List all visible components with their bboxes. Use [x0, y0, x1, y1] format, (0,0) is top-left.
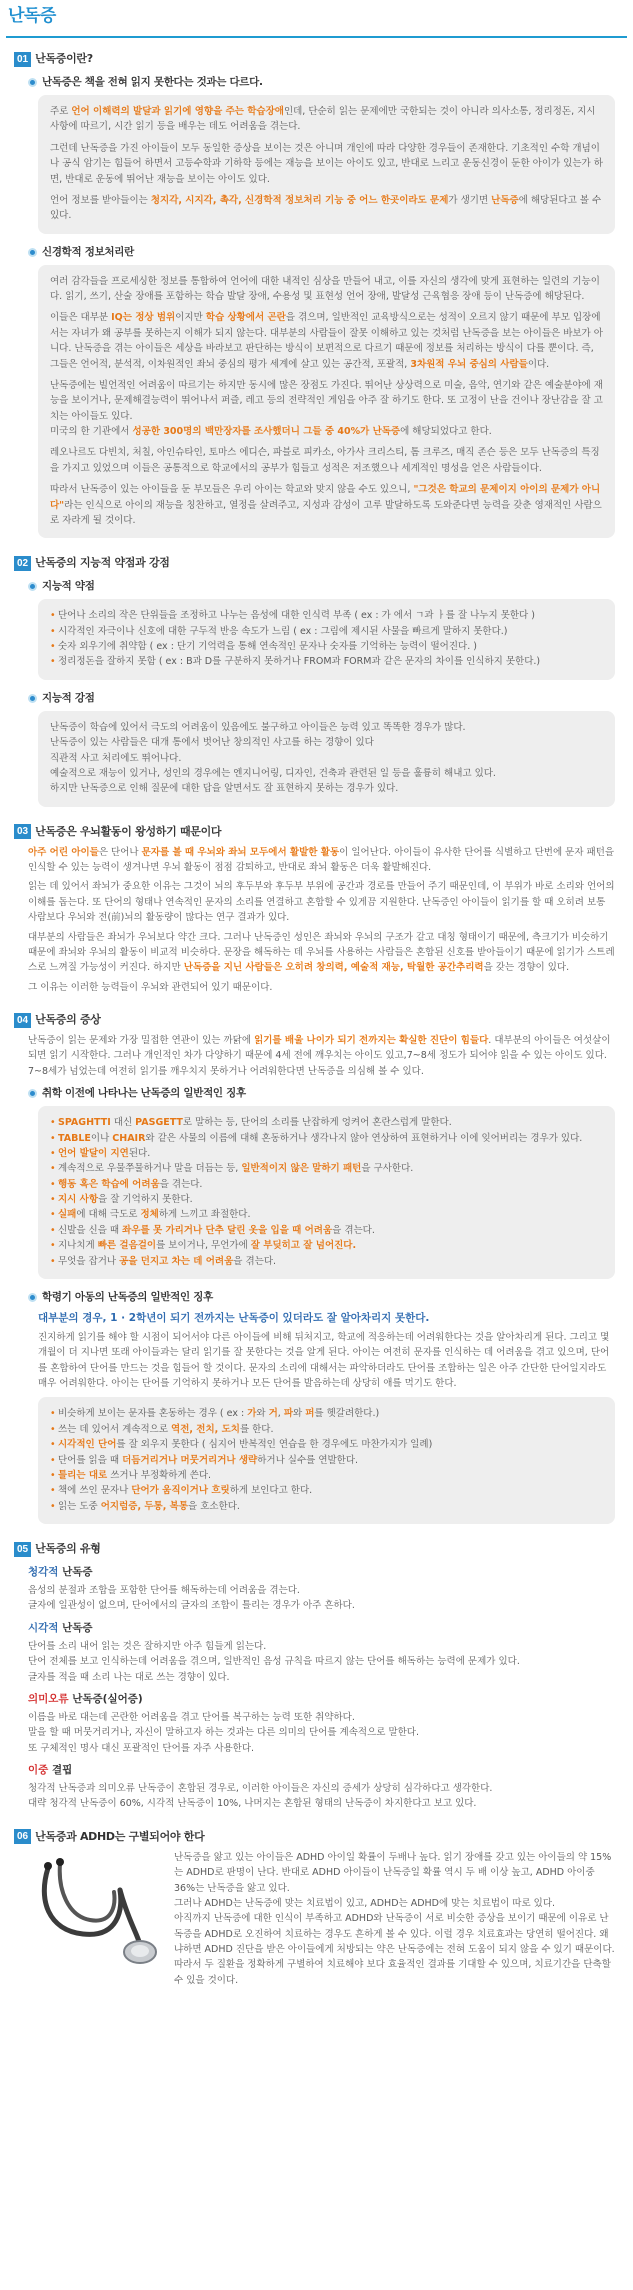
type-heading: 이중 결핍 — [28, 1764, 73, 1776]
paragraph: 읽는 데 있어서 좌뇌가 중요한 이유는 그것이 뇌의 후두부와 후두부 부위에 공간과 경로를 만들어 주기 때문인데, 이 부위가 바로 소리와 언어의 이해를 돕는다. 또 단어의 형태나 연속적인 문자의 소리를 연결하고 혼합할 수 있게끔 지원한다. 난독증인 아이들이 읽기를 할 때 오히려 보통 사람보다 우뇌와 전(前)뇌의 활동량이 많다는 연구 결과가 있다. — [28, 881, 615, 924]
list-item: • 시각적인 단어를 잘 외우지 못한다 ( 심지어 반복적인 연습을 한 경우에도 마찬가지가 일례) — [50, 1437, 603, 1452]
section-04 — [6, 1011, 627, 1524]
list-item: • 비슷하게 보이는 문자를 혼동하는 경우 ( ex : 가와 거, 파와 퍼를 헷갈려한다.) — [50, 1406, 603, 1421]
list-item: • 시각적인 자극이나 신호에 대한 구두적 반응 속도가 느림 ( ex : 그림에 제시된 사물을 빠르게 말하지 못한다.) — [50, 624, 603, 639]
subsection-title: 지능적 강점 — [42, 691, 95, 704]
paragraph: 그 이유는 이러한 능력들이 우뇌와 관련되어 있기 때문이다. — [28, 981, 273, 993]
paragraph: 주로 언어 이해력의 발달과 읽기에 영향을 주는 학습장애인데, 단순히 읽는 문제에만 국한되는 것이 아니라 의사소통, 정리정돈, 지시사항에 따르기, 시간 읽기 등을 배우는 데도 어려움을 겪는다. — [50, 106, 596, 133]
school-signs-body — [6, 1310, 627, 1392]
section-05-header — [14, 1540, 627, 1558]
type-heading: 시각적 난독증 — [28, 1621, 93, 1634]
school-signs-box — [38, 1397, 615, 1524]
list-item: • 틀리는 대로 쓰거나 부정확하게 쓴다. — [50, 1468, 603, 1483]
section-06 — [6, 1828, 627, 1988]
section-title: 난독증의 증상 — [35, 1013, 101, 1027]
section-number-badge: 05 — [14, 1542, 31, 1557]
list-item: 난독증이 학습에 있어서 극도의 어려움이 있음에도 불구하고 아이들은 능력 있고 똑똑한 경우가 많다. — [50, 721, 466, 733]
list-item: • 읽는 도중 어지럼증, 두통, 복통을 호소한다. — [50, 1499, 603, 1514]
section-03 — [6, 823, 627, 995]
type-heading: 의미오류 난독증(실어증) — [28, 1692, 143, 1705]
section-03-body — [6, 845, 627, 995]
subsection-title: 취학 이전에 나타나는 난독증의 일반적인 징후 — [42, 1087, 246, 1100]
list-item: • 실패에 대해 극도로 정체하게 느끼고 좌절한다. — [50, 1207, 603, 1222]
list-item: • 무엇을 잡거나 공을 던지고 차는 데 어려움을 겪는다. — [50, 1254, 603, 1269]
section-06-header — [14, 1828, 627, 1846]
section-title: 난독증의 지능적 약점과 강점 — [35, 556, 170, 570]
subsection-header — [28, 1289, 627, 1306]
page-header — [6, 0, 627, 38]
subsection-header — [28, 690, 627, 707]
type-description: 청각적 난독증과 의미오류 난독증이 혼합된 경우로, 이러한 아이들은 자신의 증세가 상당히 심각하다고 생각한다. 대략 청각적 난독증이 60%, 시각적 난독증이 10%, 나머지는 혼합된 형태의 난독증이 차지한다고 보고 있다. — [28, 1783, 493, 1810]
neuro-info-box — [38, 265, 615, 539]
preschool-signs-box — [38, 1106, 615, 1279]
list-item: • 단어나 소리의 작은 단위들을 조정하고 나누는 음성에 대한 인식력 부족 ( ex : 가 에서 ㄱ과 ㅏ를 잘 나누지 못한다 ) — [50, 608, 603, 623]
adhd-body — [6, 1850, 627, 1988]
paragraph: 아주 어린 아이들은 단어나 문자를 볼 때 우뇌와 좌뇌 모두에서 활발한 활동이 일어난다. 아이들이 유사한 단어를 식별하고 단번에 문자 패턴을 인식할 수 있는 능력이 생겨나면 우뇌 활동이 점점 감퇴하고, 반대로 좌뇌 활동은 더욱 활발해진다. — [28, 846, 615, 873]
paragraph: 그런데 난독증을 가진 아이들이 모두 동일한 증상을 보이는 것은 아니며 개인에 따라 다양한 경우들이 존재한다. 기초적인 수학 개념이나 공식 암기는 힘들어 하면서 고등수학과 기하학 등에는 재능을 보이는 아이도 있고, 반대로 느리고 운동신경이 둔한 아이가 있는가 하면, 반대로 운동에 뛰어난 재능을 보이는 아이도 있다. — [50, 142, 603, 185]
list-item: • 지나치게 빠른 걸음걸이를 보이거나, 무언가에 잘 부딪히고 잘 넘어진다. — [50, 1238, 603, 1253]
adhd-text: 난독증을 앓고 있는 아이들은 ADHD 아이일 확률이 두배나 높다. 읽기 장애를 갖고 있는 아이들의 약 15%는 ADHD로 판명이 난다. 반대로 ADHD 아이들이 난독증일 확률 역시 두 배 이상 높고, ADHD 아이중 36%는 난독증을 앓고 있다. 그러나 ADHD는 난독증에 맞는 치료법이 있고, ADHD는 ADHD에 맞는 치료법이 따로 있다. 아직까지 난독증에 대한 인식이 부족하고 ADHD와 난독증이 서로 비슷한 증상을 보이기 때문에 이유로 난독증을 ADHD로 오진하여 치료하는 경우도 흔하게 볼 수 있다. 이럴 경우 치료효과는 당연히 떨어진다. 왜냐하면 ADHD 진단을 받은 아이들에게 처방되는 약은 난독증에는 전혀 도움이 되지 않을 수 있기 때문이다. 따라서 두 질환을 정확하게 구별하여 치료해야 보다 효율적인 결과를 기대할 수 있으며, 치료기간을 단축할 수 있을 것이다. — [174, 1851, 615, 1986]
subsection-title: 지능적 약점 — [42, 580, 95, 593]
weakness-list — [50, 608, 603, 670]
list-item: • TABLE이나 CHAIR와 같은 사물의 이름에 대해 혼동하거나 생각나지 않아 연상하여 표현하거나 이에 잊어버리는 경우가 있다. — [50, 1131, 603, 1146]
section-title: 난독증과 ADHD는 구별되어야 한다 — [35, 1829, 205, 1843]
list-item: 예술적으로 재능이 있거나, 성인의 경우에는 엔지니어링, 디자인, 건축과 관련된 일 등을 훌륭히 해내고 있다. — [50, 767, 496, 779]
section-05 — [6, 1540, 627, 1812]
list-item: • 책에 쓰인 문자나 단어가 움직이거나 흐릿하게 보인다고 한다. — [50, 1483, 603, 1498]
paragraph: 난독증에는 빌언적인 어려움이 따르기는 하지만 동시에 많은 장점도 가진다. 뛰어난 상상력으로 미술, 음악, 연기와 같은 예술분야에 재능을 보이거나, 문제해결능력이 뛰어나서 퍼즐, 레고 등의 전략적인 게임을 아주 잘 하기도 한다. 또 고정이 난을 건이나 장난감을 잘 고치는 아이들도 있다. 미국의 한 기관에서 성공한 300명의 백만장자를 조사했더니 그들 중 40%가 난독증에 해당되었다고 한다. — [50, 379, 603, 437]
bullet-circle-icon — [28, 1089, 37, 1098]
page-title: 난독증 — [8, 6, 56, 27]
section-03-header — [14, 823, 627, 841]
type-description: 이름을 바로 대는데 곤란한 어려움을 겪고 단어를 복구하는 능력 또한 취약하다. 말을 할 때 머뭇거리거나, 자신이 말하고자 하는 것과는 다른 의미의 단어를 계속적으로 말한다. 또 구체적인 명사 대신 포괄적인 단어를 자주 사용한다. — [28, 1711, 420, 1754]
section-01-header — [14, 50, 627, 68]
bullet-circle-icon — [28, 582, 37, 591]
list-item: • 행동 혹은 학습에 어려움을 겪는다. — [50, 1177, 603, 1192]
paragraph: 진지하게 읽기를 해야 할 시점이 되어서야 다른 아이들에 비해 뒤처지고, 학교에 적응하는데 어려워한다는 것을 알아차리게 된다. 그리고 몇 개월이 더 지나면 또래 아이들과는 달리 읽기를 잘 못한다는 것을 알게 된다. 아이는 여전히 문자를 인식하는 데 어려움을 겪고 있으며, 단어를 혼합하여 단어를 만드는 것을 힘들어 할 것이다. 문자의 소리에 대해서는 파악하더라도 단어를 조합하는 일은 아주 간단한 단어일지라도 매우 어려워한다. 아이는 단어를 기억하지 못하거나 모든 단어를 발음하는데 상당히 애를 먹기도 한다. — [38, 1331, 610, 1389]
type-description: 음성의 분절과 조합을 포함한 단어를 해독하는데 어려움을 겪는다. 글자에 일관성이 없으며, 단어에서의 글자의 조합이 틀리는 경우가 아주 흔하다. — [28, 1585, 355, 1612]
stethoscope-image — [28, 1850, 166, 1970]
section-02-header — [14, 554, 627, 572]
bullet-circle-icon — [28, 78, 37, 87]
paragraph: 여러 감각들을 프로세싱한 정보를 통합하여 언어에 대한 내적인 심상을 만들어 내고, 이를 자신의 생각에 맞게 표현하는 일련의 기능이다. 읽기, 쓰기, 산술 장애를 포함하는 학습 발달 장애, 수용성 및 표현성 언어 장애, 발달성 근육협응 장애 등이 난독증에 해당된다. — [50, 275, 600, 302]
paragraph: 대부분의 사람들은 좌뇌가 우뇌보다 약간 크다. 그러나 난독증인 성인은 좌뇌와 우뇌의 구조가 같고 대칭 형태이기 때문에, 측크기가 비슷하기 때문에 좌뇌와 우뇌의 활동이 비교적 비슷하다. 문장을 해독하는 데 우뇌를 사용하는 사람들은 혼합된 신호를 받아들이기 때문에 읽기가 스트레스로 느껴질 가능성이 커진다. 하지만 난독증을 지닌 사람들은 오히려 창의력, 예술적 재능, 탁월한 공간추리력을 갖는 경향이 있다. — [28, 931, 615, 974]
section-title: 난독증의 유형 — [35, 1542, 101, 1556]
list-item: • 숫자 외우기에 취약함 ( ex : 단기 기억력을 통해 연속적인 문자나 숫자를 기억하는 능력이 떨어진다. ) — [50, 639, 603, 654]
list-item: 난독증이 있는 사람들은 대개 통에서 벗어난 창의적인 사고를 하는 경향이 있다 — [50, 737, 374, 749]
section-04-intro — [6, 1033, 627, 1079]
type-description: 단어를 소리 내어 읽는 것은 잘하지만 아주 힘들게 읽는다. 단어 전체를 보고 인식하는데 어려움을 겪으며, 일반적인 음성 규칙을 따르지 않는 단어를 해독하는 능력에 문제가 있다. 글자를 적을 때 소리 나는 대로 쓰는 경향이 있다. — [28, 1640, 520, 1683]
paragraph: 언어 정보를 받아들이는 청지각, 시지각, 촉각, 신경학적 정보처리 기능 중 어느 한곳이라도 문제가 생기면 난독증에 해당된다고 볼 수 있다. — [50, 194, 602, 222]
bullet-circle-icon — [28, 1293, 37, 1302]
section-04-header — [14, 1011, 627, 1029]
list-item: 하지만 난독증으로 인해 질문에 대한 답을 알면서도 잘 표현하지 못하는 경우가 있다. — [50, 783, 399, 795]
subsection-title: 난독증은 책을 전혀 읽지 못한다는 것과는 다르다. — [42, 76, 263, 88]
section-title: 난독증은 우뇌활동이 왕성하기 때문이다 — [35, 824, 222, 838]
preschool-signs-list — [50, 1115, 603, 1269]
paragraph: 레오나르도 다빈치, 처칠, 아인슈타인, 토마스 에디슨, 파블로 피카소, 아가사 크리스티, 톰 크루즈, 매직 존슨 등은 모두 난독증의 특징을 가지고 있었으며 이들은 공통적으로 학교에서의 공부가 힘들고 성적은 저조했으나 세계적인 명성을 얻은 사람들이다. — [50, 447, 600, 474]
paragraph: 이들은 대부분 IQ는 정상 범위이지만 학습 상황에서 곤란을 겪으며, 일반적인 교육방식으로는 성적이 오르지 않기 때문에 부모 입장에서는 자녀가 왜 공부를 못하는지 이해가 되지 않는다. 대부분의 사람들이 잘못 이해하고 있는 것처럼 난독증을 보는 아이들은 바보가 아니다. 난독증을 겪는 아이들은 세상을 바라보고 판단하는 방식이 보편적으로 다르기 때문에 정보를 처리하는 방식이 다를 뿐이다. 즉, 그들은 언어적, 분석적, 이차원적인 좌뇌 중심의 평가 세계에 살고 있는 공간적, 포괄적, 3차원적 우뇌 중심의 사람들이다. — [50, 312, 603, 370]
list-item: • 계속적으로 우물쭈물하거나 말을 더듬는 등, 일반적이지 않은 말하기 패턴을 구사한다. — [50, 1161, 603, 1176]
paragraph: 난독증이 읽는 문제와 가장 밀접한 연관이 있는 까닭에 읽기를 배울 나이가 되기 전까지는 확실한 진단이 힘들다. 대부분의 아이들은 여섯살이 되면 읽기 시작한다. 그러나 개인적인 차가 다양하기 때문에 4세 전에 깨우치는 아이도 있고,7~8세 정도가 되어야 읽을 수 있는 아이도 있다. 7~8세가 넘었는데 여전히 읽기를 깨우치지 못하거나 어려워한다면 난독증을 의심해 볼 수 있다. — [28, 1035, 611, 1077]
section-number-badge: 04 — [14, 1013, 31, 1028]
subsection-title: 학령기 아동의 난독증의 일반적인 징후 — [42, 1290, 213, 1303]
subsection-header — [28, 244, 627, 261]
strength-box — [38, 711, 615, 807]
section-02 — [6, 554, 627, 806]
definition-box — [38, 95, 615, 234]
section-number-badge: 02 — [14, 556, 31, 571]
section-01 — [6, 50, 627, 538]
list-item: • 쓰는 데 있어서 계속적으로 역전, 전치, 도치를 한다. — [50, 1422, 603, 1437]
lead-sentence: 대부분의 경우, 1 · 2학년이 되기 전까지는 난독증이 있더라도 잘 알아차리지 못한다. — [38, 1311, 430, 1324]
section-number-badge: 03 — [14, 824, 31, 839]
school-signs-list — [50, 1406, 603, 1514]
section-number-badge: 06 — [14, 1829, 31, 1844]
list-item: • 정리정돈을 잘하지 못함 ( ex : B과 D를 구분하지 못하거나 FROM과 FORM과 같은 문자의 차이를 인식하지 못한다.) — [50, 654, 603, 669]
bullet-circle-icon — [28, 694, 37, 703]
list-item: • 단어를 읽을 때 더듬거리거나 머뭇거리거나 생략하거나 실수를 연발한다. — [50, 1453, 603, 1468]
paragraph: 따라서 난독증이 있는 아이들을 둔 부모들은 우리 아이는 학교와 맞지 않을 수도 있으니, "그것은 학교의 문제이지 아이의 문제가 아니다"라는 인식으로 아이의 재능을 칭찬하고, 열정을 살려주고, 지성과 감성이 고루 발달하도록 도와준다면 능력을 갖춘 영재적인 사람으로 자라게 될 것이다. — [50, 484, 602, 526]
subsection-header — [28, 578, 627, 595]
list-item: • SPAGHTTI 대신 PASGETT로 말하는 등, 단어의 소리를 난잡하게 엉켜어 혼란스럽게 말한다. — [50, 1115, 603, 1130]
list-item: • 지시 사항을 잘 기억하지 못한다. — [50, 1192, 603, 1207]
subsection-header — [28, 1085, 627, 1102]
type-heading: 청각적 난독증 — [28, 1566, 93, 1578]
list-item: • 신발을 신을 때 좌우를 못 가리거나 단추 달린 옷을 입을 때 어려움을 겪는다. — [50, 1223, 603, 1238]
section-number-badge: 01 — [14, 52, 31, 67]
list-item: • 언어 발달이 지연된다. — [50, 1146, 603, 1161]
bullet-circle-icon — [28, 248, 37, 257]
subsection-header — [28, 74, 627, 91]
weakness-box — [38, 599, 615, 680]
subsection-title: 신경학적 정보처리란 — [42, 245, 134, 258]
section-title: 난독증이란? — [35, 52, 93, 66]
list-item: 직관적 사고 처리에도 뛰어나다. — [50, 752, 182, 764]
